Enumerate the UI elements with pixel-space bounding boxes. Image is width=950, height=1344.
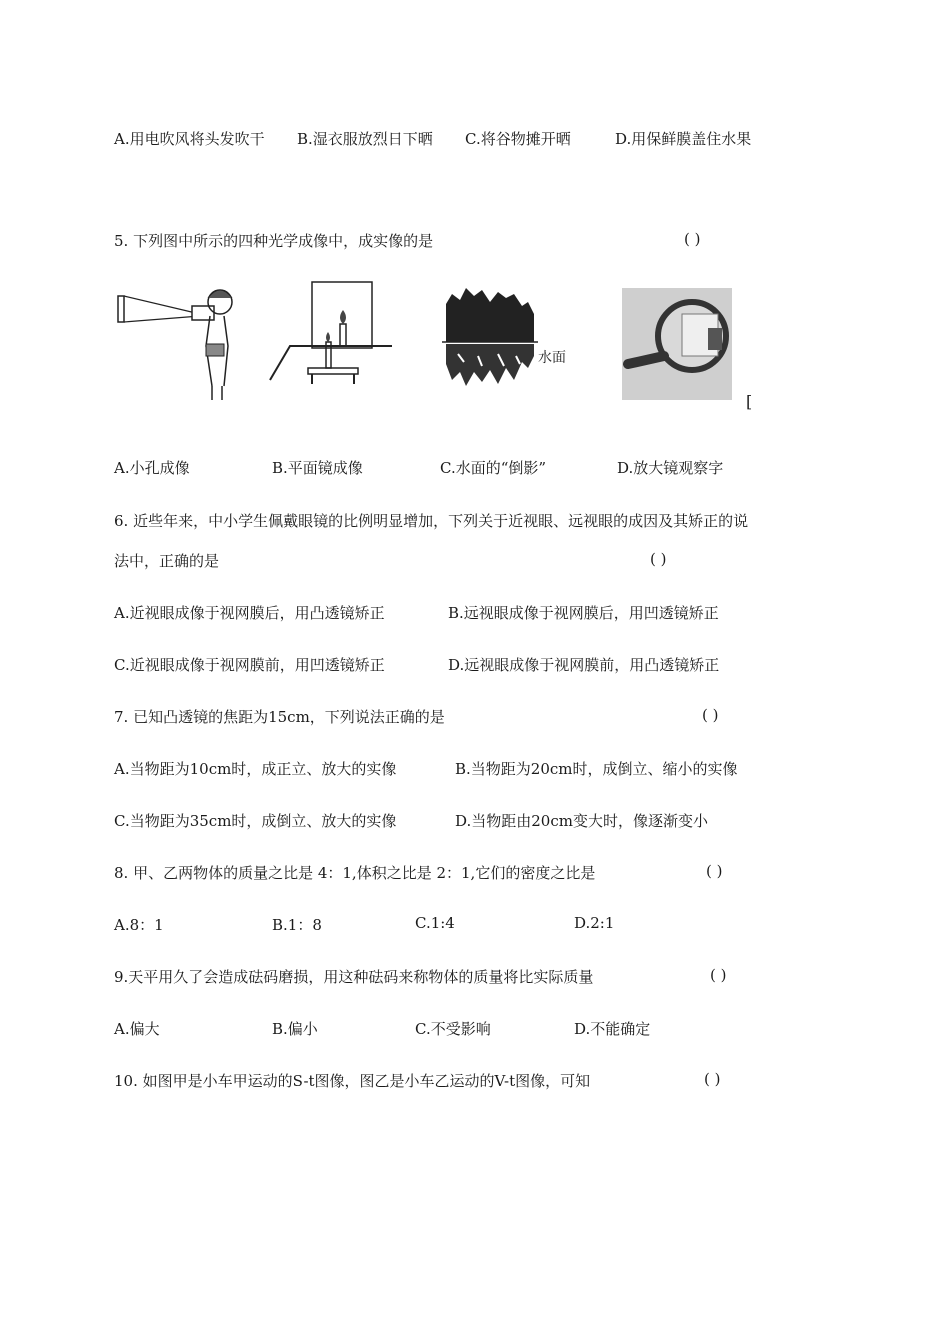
water-label: 水面	[538, 349, 566, 365]
q10-answer-paren: ( )	[704, 1070, 721, 1088]
q9-option-d: D.不能确定	[574, 1020, 651, 1038]
q5-option-b: B.平面镜成像	[272, 459, 363, 477]
q6-stem-line2: 法中，正确的是	[114, 552, 220, 570]
q4-option-a: A.用电吹风将头发吹干	[114, 130, 265, 148]
q9-answer-paren: ( )	[710, 966, 727, 984]
q4-option-c: C.将谷物摊开晒	[465, 130, 571, 148]
stray-bracket: [	[746, 392, 753, 411]
q8-option-c: C.1:4	[415, 914, 455, 932]
q7-option-c: C.当物距为35cm时，成倒立、放大的实像	[114, 812, 397, 830]
q9-option-c: C.不受影响	[415, 1020, 491, 1038]
q8-option-a: A.8：1	[114, 916, 164, 934]
q9-option-a: A.偏大	[114, 1020, 160, 1038]
q5-option-d: D.放大镜观察字	[617, 459, 724, 477]
q5-answer-paren: ( )	[684, 230, 701, 248]
q6-answer-paren: ( )	[650, 550, 667, 568]
q8-option-b: B.1：8	[272, 916, 322, 934]
q5-option-a: A.小孔成像	[114, 459, 190, 477]
q5-stem: 5. 下列图中所示的四种光学成像中，成实像的是	[114, 232, 434, 250]
q9-stem: 9.天平用久了会造成砝码磨损，用这种砝码来称物体的质量将比实际质量	[114, 968, 594, 986]
q5-option-c: C.水面的“倒影”	[440, 459, 547, 477]
q9-option-b: B.偏小	[272, 1020, 318, 1038]
q8-answer-paren: ( )	[706, 862, 723, 880]
q6-option-c: C.近视眼成像于视网膜前，用凹透镜矫正	[114, 656, 385, 674]
q6-stem-line1: 6. 近些年来，中小学生佩戴眼镜的比例明显增加，下列关于近视眼、远视眼的成因及其矫正的说	[114, 512, 749, 530]
q7-answer-paren: ( )	[702, 706, 719, 724]
q8-stem: 8. 甲、乙两物体的质量之比是 4：1,体积之比是 2：1,它们的密度之比是	[114, 864, 596, 882]
q6-option-b: B.远视眼成像于视网膜后，用凹透镜矫正	[448, 604, 719, 622]
q7-option-b: B.当物距为20cm时，成倒立、缩小的实像	[455, 760, 738, 778]
water-reflection-figure	[438, 284, 568, 394]
q8-option-d: D.2:1	[574, 914, 615, 932]
q6-option-d: D.远视眼成像于视网膜前，用凸透镜矫正	[448, 656, 720, 674]
q4-option-d: D.用保鲜膜盖住水果	[615, 130, 752, 148]
q7-option-a: A.当物距为10cm时，成正立、放大的实像	[114, 760, 397, 778]
pinhole-figure	[112, 282, 247, 402]
q7-stem: 7. 已知凸透镜的焦距为15cm，下列说法正确的是	[114, 708, 445, 726]
plane-mirror-figure	[268, 280, 398, 390]
magnifier-photo-figure	[622, 288, 732, 400]
q7-option-d: D.当物距由20cm变大时，像逐渐变小	[455, 812, 708, 830]
q10-stem: 10. 如图甲是小车甲运动的S-t图像，图乙是小车乙运动的V-t图像，可知	[114, 1072, 591, 1090]
q6-option-a: A.近视眼成像于视网膜后，用凸透镜矫正	[114, 604, 385, 622]
q4-option-b: B.湿衣服放烈日下晒	[297, 130, 433, 148]
